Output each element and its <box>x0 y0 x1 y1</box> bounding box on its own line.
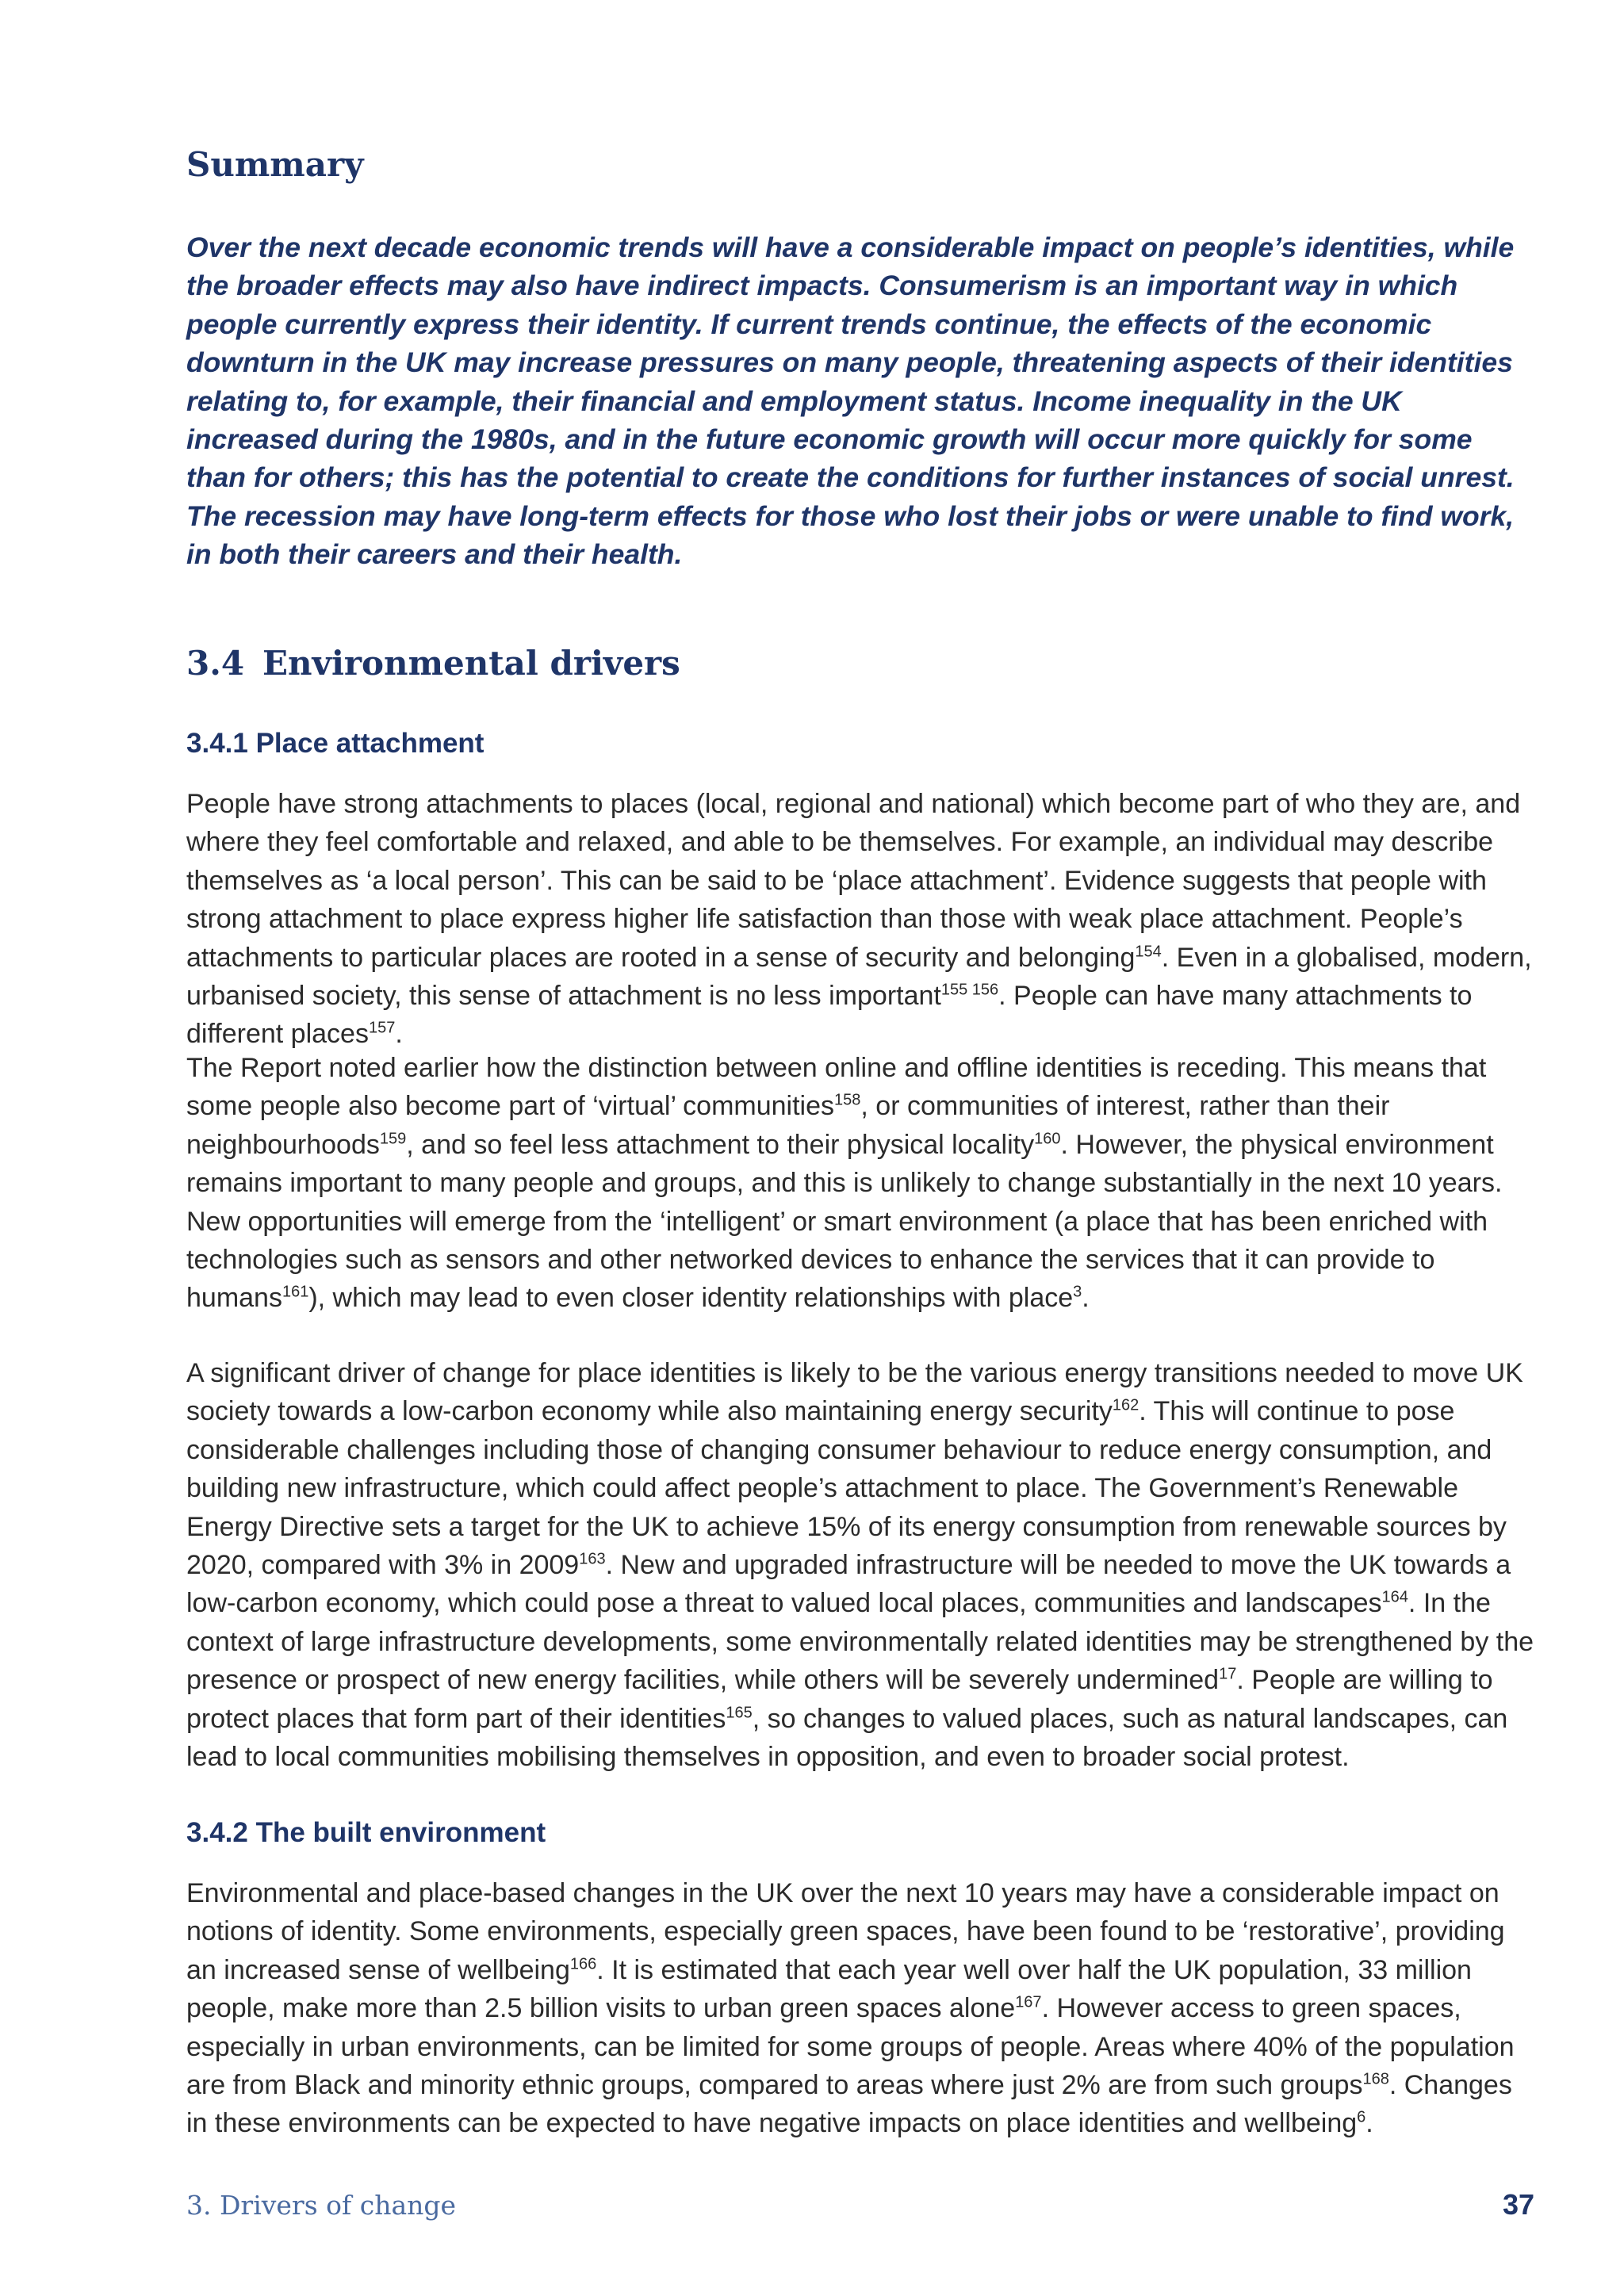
text-run: . However access to green spaces, especially in urban environments, can be limited for some groups of people. Areas where 40% of the population are from Black and minority ethnic groups, compared to areas where just 2% are from such groups <box>186 1993 1515 2101</box>
section-heading <box>186 644 680 683</box>
reference-marker: 161 <box>282 1284 309 1302</box>
text-run: The Report noted earlier how the distinction between online and offline identities is receding. This means that some people also become part of ‘virtual’ communities <box>186 1053 1487 1122</box>
reference-marker: 162 <box>1112 1397 1139 1415</box>
text-run: . This will continue to pose considerable challenges including those of changing consumer behaviour to reduce energy consumption, and building new infrastructure, which could affect people’s attachment to place. The Government’s Renewable Energy Directive sets a target for the UK to achieve 15% of its energy consumption from renewable sources by 2020, compared with 3% in 2009 <box>186 1396 1507 1581</box>
reference-marker: 168 <box>1362 2070 1389 2088</box>
footer-section-title: 3. Drivers of change <box>186 2190 457 2221</box>
reference-marker: 165 <box>726 1704 753 1722</box>
reference-marker: 158 <box>834 1092 861 1110</box>
reference-marker: 166 <box>569 1955 597 1973</box>
text-run: , so changes to valued places, such as natural landscapes, can lead to local communities mobilising themselves in opposition, and even to broader social protest. <box>186 1703 1508 1773</box>
reference-marker: 164 <box>1381 1589 1408 1607</box>
reference-marker: 3 <box>1073 1284 1082 1302</box>
reference-marker: 163 <box>579 1550 606 1568</box>
reference-marker: 17 <box>1219 1665 1237 1683</box>
text-run: . However, the physical environment remains important to many people and groups, and this is unlikely to change substantially in the next 10 years. New opportunities will emerge from the ‘intelligent’ or smart environment (a place that has been enriched with technologies such as sensors and other networked devices to enhance the services that it can provide to humans <box>186 1129 1503 1314</box>
text-run: A significant driver of change for place identities is likely to be the various energy transitions needed to move UK society towards a low-carbon economy while also maintaining energy security <box>186 1358 1523 1427</box>
text-run: Environmental and place-based changes in the UK over the next 10 years may have a considerable impact on notions of identity. Some environments, especially green spaces, have been found to be ‘restorative’, providing an increased sense of wellbeing <box>186 1878 1505 1985</box>
text-run: ), which may lead to even closer identity relationships with place <box>308 1283 1074 1314</box>
text-run: , or communities of interest, rather than their neighbourhoods <box>186 1091 1390 1160</box>
text-run: . New and upgraded infrastructure will be needed to move the UK towards a low-carbon economy, which could pose a threat to valued local places, communities and landscapes <box>186 1550 1511 1619</box>
text-run: . <box>1365 2108 1373 2139</box>
summary-heading: Summary <box>186 145 364 184</box>
section-title: Environmental drivers <box>262 644 680 683</box>
subsection-heading-place-attachment: 3.4.1 Place attachment <box>186 728 485 759</box>
section-number: 3.4 <box>186 644 245 683</box>
text-run: . In the context of large infrastructure developments, some environmentally related identities may be strengthened by the presence or prospect of new energy facilities, while others will be severely undermined <box>186 1588 1534 1696</box>
text-run: People have strong attachments to places (local, regional and national) which become part of who they are, and where they feel comfortable and relaxed, and able to be themselves. For example, an individual may describe themselves as ‘a local person’. This can be said to be ‘place attachment’. Evidence suggests that people with strong attachment to place express higher life satisfaction than those with weak place attachment. People’s attachments to particular places are rooted in a sense of security and belonging <box>186 789 1521 973</box>
reference-marker: 167 <box>1015 1993 1042 2011</box>
summary-text: Over the next decade economic trends will have a considerable impact on people’s identities, while the broader effects may also have indirect impacts. Consumerism is an important way in which people currently express their identity. If current trends continue, the effects of the economic downturn in the UK may increase pressures on many people, threatening aspects of their identities relating to, for example, their financial and employment status. Income inequality in the UK increased during the 1980s, and in the future economic growth will occur more quickly for some than for others; this has the potential to create the conditions for further instances of social unrest. The recession may have long-term effects for those who lost their jobs or were unable to find work, in both their careers and their health. <box>186 232 1515 571</box>
text-run: . <box>1082 1283 1090 1314</box>
text-run: . <box>395 1019 403 1050</box>
reference-marker: 160 <box>1034 1130 1061 1148</box>
text-run: . People are willing to protect places that form part of their identities <box>186 1665 1493 1734</box>
subsection-heading-built-environment: 3.4.2 The built environment <box>186 1817 546 1848</box>
text-run: . It is estimated that each year well over half the UK population, 33 million people, make more than 2.5 billion visits to urban green spaces alone <box>186 1954 1472 2024</box>
reference-marker: 159 <box>379 1130 407 1148</box>
reference-marker: 6 <box>1357 2109 1366 2127</box>
paragraph-place-attachment-2 <box>186 1049 1534 1318</box>
text-run: . Changes in these environments can be expected to have negative impacts on place identities and wellbeing <box>186 2070 1512 2139</box>
paragraph-place-attachment-1 <box>186 785 1534 1054</box>
text-run: . People can have many attachments to different places <box>186 981 1473 1050</box>
reference-marker: 154 <box>1135 943 1162 961</box>
text-run: , and so feel less attachment to their physical locality <box>406 1129 1035 1160</box>
paragraph-built-environment-1 <box>186 1874 1534 2143</box>
reference-marker: 155 156 <box>940 981 999 999</box>
reference-marker: 157 <box>368 1020 396 1038</box>
text-run: . Even in a globalised, modern, urbanised society, this sense of attachment is no less important <box>186 942 1532 1012</box>
page-number: 37 <box>1502 2188 1534 2221</box>
paragraph-place-attachment-3 <box>186 1354 1534 1776</box>
